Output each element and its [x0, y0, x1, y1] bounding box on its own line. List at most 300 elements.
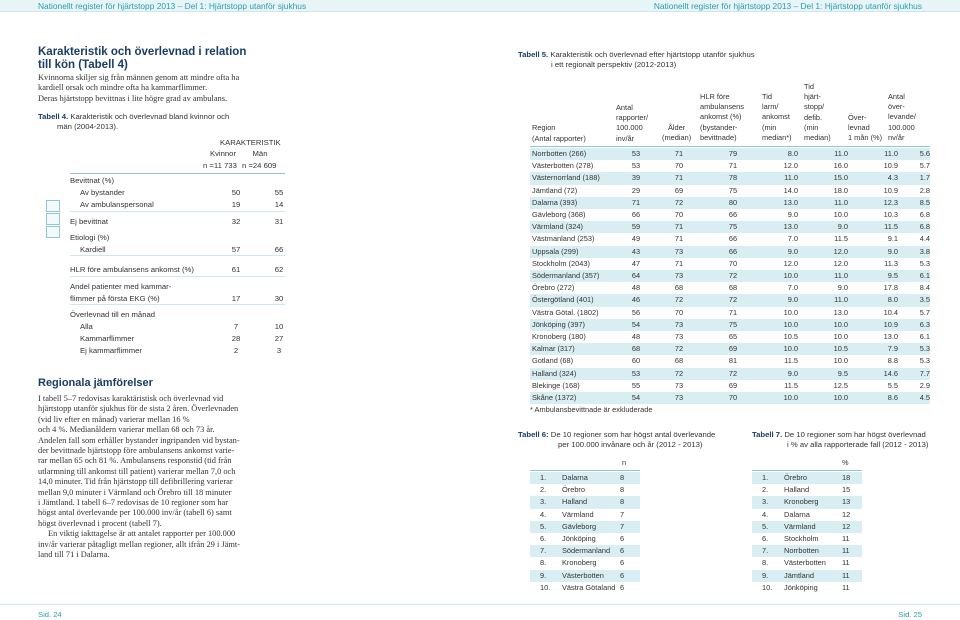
table5-cell-overlevnad: 14.6 — [883, 368, 898, 378]
table7-rank: 3. — [762, 497, 769, 507]
table5-row — [530, 246, 930, 258]
regional-text-line: högst antal överlevande per 100.000 inv/år (tabell 6) samt — [38, 508, 232, 518]
table5-cell-region: Blekinge (168) — [532, 380, 580, 390]
table5-cell-alder: 68 — [674, 356, 684, 366]
table5-cell-antal-rapporter: 48 — [631, 332, 641, 341]
table4-row-label: Etiologi (%) — [70, 233, 110, 242]
table5-cell-antal-rapporter: 60 — [631, 356, 641, 366]
table5-cell-alder: 70 — [674, 210, 684, 219]
table5-cell-antal-overlevande: 8.4 — [919, 283, 930, 293]
table5-cell-antal-overlevande: 2.9 — [919, 380, 930, 390]
table7-region: Stockholm — [784, 534, 819, 543]
table5-row — [530, 294, 930, 306]
heart-monitor-icon — [46, 200, 60, 212]
table5-row — [530, 307, 930, 319]
table7-value: 15 — [842, 485, 851, 495]
table4-row-label: Andel patienter med kammar- — [70, 282, 172, 291]
table5-cell-region: Östergötland (401) — [532, 295, 594, 305]
table4-women-value: 50 — [231, 188, 241, 197]
table4-women-value: 19 — [231, 200, 241, 209]
t5-head-antal: Antal rapporter/ 100.000 inv/år — [616, 103, 649, 143]
table5-cell-tid-larm: 9.0 — [787, 295, 798, 305]
table7-rank: 7. — [762, 546, 769, 556]
table5-cell-region: Skåne (1372) — [532, 393, 577, 402]
table7-row — [752, 545, 862, 557]
table5-cell-alder: 69 — [674, 185, 684, 195]
table5-cell-tid-larm: 10.0 — [783, 393, 798, 402]
table5-cell-hlr: 78 — [728, 173, 738, 183]
table5-cell-alder: 71 — [674, 258, 684, 268]
table4-row-label: Bevittnat (%) — [70, 176, 115, 185]
table6-value: 8 — [620, 497, 625, 507]
table4-men-value: 55 — [274, 188, 284, 197]
table4-men-value: 31 — [274, 217, 284, 226]
table6-region: Dalarna — [562, 473, 588, 482]
table7-value: 11 — [842, 546, 850, 556]
table5-cell-region: Jönköping (397) — [532, 319, 586, 329]
table5-cell-overlevnad: 11.0 — [884, 149, 898, 158]
table5-cell-tid-larm: 11.5 — [784, 356, 798, 366]
table4-row-label: Av bystander — [80, 188, 125, 197]
table5-cell-tid-larm: 11.5 — [784, 380, 798, 390]
table6-value: 6 — [620, 570, 625, 580]
table5-cell-tid-defib: 10.0 — [833, 393, 848, 402]
table5-cell-alder: 70 — [674, 307, 684, 317]
table4-women-value: 17 — [231, 294, 241, 303]
regional-text-line: och 4 %. Medianåldern varierar mellan 68 och 73 år. — [38, 425, 215, 435]
table5-footnote: * Ambulansbevittnade är exkluderade — [530, 405, 653, 414]
table5-cell-antal-rapporter: 49 — [631, 234, 641, 244]
table6-region: Gävleborg — [562, 521, 597, 531]
regional-text-line: En viktig iakttagelse är att antalet rapporter per 100.000 — [48, 529, 236, 539]
table7-col-pct: % — [842, 458, 849, 467]
table4-men-value: 30 — [274, 294, 284, 303]
table5-cell-region: Södermanland (357) — [532, 271, 600, 280]
regional-text-line: land till 71 i Dalarna. — [38, 550, 110, 560]
table5-cell-overlevnad: 8.6 — [887, 393, 898, 402]
table6-rank: 8. — [540, 558, 547, 568]
table4-divider — [70, 276, 285, 277]
table5-cell-region: Gotland (68) — [532, 356, 574, 366]
table5-row — [530, 221, 930, 233]
table4-divider — [70, 211, 285, 212]
table5-row — [530, 392, 930, 404]
table7-row — [752, 472, 862, 484]
table4-divider — [70, 255, 285, 256]
table5-row — [530, 331, 930, 343]
table5-cell-overlevnad: 11.5 — [884, 222, 898, 232]
table4-row — [70, 264, 370, 276]
table5-row — [530, 258, 930, 270]
table7-rank: 1. — [762, 473, 769, 482]
table7-rank: 2. — [762, 485, 769, 495]
table7-value: 13 — [842, 497, 851, 507]
intro-line: Deras hjärtstopp bevittnas i lite högre grad av ambulans. — [38, 93, 228, 103]
table6-value: 6 — [620, 582, 625, 592]
page-header-right: Nationellt register för hjärtstopp 2013 – Del 1: Hjärtstopp utanför sjukhus — [480, 0, 960, 12]
table4-men-value: 3 — [276, 346, 282, 355]
table5-cell-region: Uppsala (299) — [532, 246, 579, 256]
table5-cell-alder: 71 — [674, 173, 684, 183]
table5-cell-overlevnad: 9.0 — [887, 246, 898, 256]
table4-row — [70, 345, 370, 357]
regional-text-line: der bevittnade hjärtstopp före ambulansens ankomst varie- — [38, 446, 235, 456]
regional-text-line: mellan 9,0 minuter i Värmland och Örebro till 18 minuter — [38, 487, 232, 497]
regional-text-line: (vid liv efter en månad) varierar mellan 16 % — [38, 414, 190, 424]
table4-row — [70, 216, 370, 228]
table4-row — [70, 199, 370, 211]
table5-cell-region: Dalarna (393) — [532, 197, 578, 207]
intro-text — [38, 73, 278, 104]
table6-row — [530, 545, 640, 557]
table6-rank: 4. — [540, 509, 547, 519]
table5-row — [530, 185, 930, 197]
table5-cell-tid-larm: 9.0 — [787, 210, 798, 219]
table4-col-women: Kvinnor — [209, 149, 237, 158]
table7-row — [752, 496, 862, 508]
heartbeat-icon — [46, 226, 60, 238]
table7-value: 11 — [842, 534, 850, 543]
table7-region: Jönköping — [784, 582, 818, 592]
table4-row-label: Ej bevittnat — [70, 217, 109, 226]
intro-line: Kvinnorna skiljer sig från männen genom att mindre ofta ha — [38, 73, 240, 82]
table5-cell-antal-rapporter: 47 — [631, 258, 641, 268]
table5-cell-antal-overlevande: 5.3 — [919, 356, 930, 366]
table4-row — [70, 187, 370, 199]
table4-women-value: 32 — [231, 217, 241, 226]
table7-row — [752, 533, 862, 545]
table5-cell-tid-defib: 11.0 — [834, 149, 848, 158]
table4-row-label: Alla — [80, 322, 93, 331]
table6-rank: 7. — [540, 546, 547, 556]
table5-cell-antal-overlevande: 6.1 — [919, 271, 930, 280]
table7-rank: 9. — [762, 570, 769, 580]
table6-region: Örebro — [562, 485, 586, 495]
table4-row-label: Kardiell — [80, 245, 106, 254]
table5-cell-hlr: 70 — [728, 258, 738, 268]
table6-value: 8 — [620, 485, 625, 495]
table4-divider — [70, 304, 285, 305]
table4-women-value: 28 — [231, 334, 241, 343]
table5-cell-antal-overlevande: 6.3 — [919, 319, 930, 329]
table5-caption: Tabell 5. Karakteristik och överlevnad efter hjärtstopp utanför sjukhus i ett regionalt perspektiv (2012-2013) — [518, 50, 755, 69]
table5-cell-tid-larm: 10.0 — [783, 319, 798, 329]
table4-head: KARAKTERISTIK — [220, 138, 281, 147]
regional-text-line: hjärtstopp utanför sjukhus för de sista 2 åren. Överlevnaden — [38, 404, 239, 414]
table5-cell-hlr: 79 — [728, 149, 738, 158]
table6-rank: 9. — [540, 570, 547, 580]
t5-head-region2: (Antal rapporter) — [532, 134, 586, 143]
table4-row — [70, 309, 370, 321]
table7-region: Halland — [784, 485, 810, 495]
table7-value: 11 — [842, 570, 850, 580]
table5-cell-tid-larm: 10.0 — [783, 344, 798, 354]
table5-cell-tid-defib: 9.0 — [837, 283, 848, 293]
table4-men-value: 66 — [274, 245, 284, 254]
table5-cell-alder: 70 — [674, 161, 684, 171]
table6-rank: 3. — [540, 497, 547, 507]
table5-cell-hlr: 66 — [728, 246, 738, 256]
table7-region: Jämtland — [784, 570, 814, 580]
table5-cell-antal-rapporter: 71 — [631, 197, 641, 207]
table5-cell-antal-rapporter: 66 — [631, 210, 641, 219]
table5-cell-region: Värmland (324) — [532, 222, 583, 232]
table5-cell-antal-overlevande: 2.8 — [919, 185, 930, 195]
table6-value: 6 — [620, 534, 625, 543]
table5-cell-overlevnad: 11.3 — [884, 258, 898, 268]
table4-n-women: n =11 733 — [203, 161, 237, 170]
table5-cell-tid-larm: 12.0 — [783, 258, 798, 268]
table5-cell-hlr: 72 — [728, 368, 738, 378]
regional-text-line: i Jämtland. I tabell 6–7 redovisas de 10 regioner som har — [38, 498, 229, 508]
table7-region: Kronoberg — [784, 497, 819, 507]
table5-cell-hlr: 72 — [728, 271, 738, 280]
table7-row — [752, 557, 862, 569]
table5-cell-tid-defib: 11.0 — [834, 197, 848, 207]
table7-region: Örebro — [784, 473, 808, 482]
table5-cell-region: Jämtland (72) — [532, 185, 578, 195]
table6-row — [530, 570, 640, 582]
table5-cell-antal-overlevande: 8.5 — [919, 197, 930, 207]
table7-rank: 5. — [762, 521, 769, 531]
table5-cell-hlr: 66 — [728, 234, 738, 244]
table5-cell-hlr: 75 — [728, 222, 738, 232]
table4-col-men: Män — [252, 149, 268, 158]
table5-cell-antal-rapporter: 56 — [631, 307, 641, 317]
table5-cell-antal-overlevande: 5.3 — [919, 344, 930, 354]
table5-cell-overlevnad: 10.9 — [883, 185, 898, 195]
table7-region: Norrbotten — [784, 546, 819, 556]
table5-cell-overlevnad: 10.4 — [883, 307, 898, 317]
table5-cell-overlevnad: 13.0 — [883, 332, 898, 341]
table4-row-label: HLR före ambulansens ankomst (%) — [70, 265, 194, 274]
table5-cell-alder: 72 — [674, 368, 684, 378]
regional-text-line: utlarmning till ankomst till patient) varierar mellan 7,0 och — [38, 466, 236, 476]
table5-cell-region: Halland (324) — [532, 368, 577, 378]
table5-cell-antal-rapporter: 54 — [631, 393, 641, 402]
table5-row — [530, 160, 930, 172]
table5-cell-tid-larm: 13.0 — [783, 197, 798, 207]
table5-cell-tid-defib: 18.0 — [833, 185, 848, 195]
table5-cell-hlr: 69 — [728, 380, 738, 390]
table5-cell-alder: 72 — [674, 197, 684, 207]
table7-value: 12 — [842, 521, 851, 531]
table5-row — [530, 209, 930, 221]
table5-row — [530, 380, 930, 392]
table7-row — [752, 582, 862, 594]
table7-region: Västerbotten — [784, 558, 826, 568]
regional-text-line: Andelen fall som erhåller bystander ingripanden vid bystan- — [38, 435, 240, 445]
table6-row — [530, 496, 640, 508]
table5-cell-overlevnad: 8.8 — [887, 356, 898, 366]
t5-head-region: Region — [532, 123, 556, 132]
table6-value: 7 — [620, 509, 625, 519]
table6-caption: Tabell 6: De 10 regioner som har högst antal överlevande per 100.000 invånare och år (2012 - 2013) — [518, 430, 716, 449]
table5-row — [530, 355, 930, 367]
table5-cell-region: Västra Götal. (1802) — [532, 307, 599, 317]
t5-head-hlr: HLR före ambulansens ankomst (%) (bystander- bevittnade) — [700, 92, 744, 142]
table4-row-label: flimmer på första EKG (%) — [70, 294, 160, 303]
table5-cell-alder: 73 — [674, 246, 684, 256]
table5-cell-tid-defib: 10.0 — [833, 356, 848, 366]
table5-cell-tid-larm: 9.0 — [787, 368, 798, 378]
table5-cell-antal-overlevande: 3.5 — [919, 295, 930, 305]
table5-cell-antal-overlevande: 5.7 — [919, 307, 930, 317]
table5-cell-overlevnad: 9.1 — [887, 234, 898, 244]
table5-cell-tid-defib: 11.5 — [834, 234, 848, 244]
table5-row — [530, 319, 930, 331]
table5-cell-antal-rapporter: 55 — [631, 380, 641, 390]
table5-cell-tid-defib: 11.0 — [834, 271, 848, 280]
table5-cell-antal-overlevande: 7.7 — [919, 368, 930, 378]
section-title-gender: Karakteristik och överlevnad i relation till kön (Tabell 4) — [38, 46, 247, 71]
table5-row — [530, 270, 930, 282]
regional-text-line: högst överlevnad i procent (tabell 7). — [38, 518, 162, 528]
table5-cell-tid-defib: 12.0 — [833, 258, 848, 268]
t5-head-alder: Ålder (median) — [662, 123, 692, 143]
table5-cell-tid-defib: 12.5 — [833, 380, 848, 390]
table5-cell-alder: 71 — [674, 234, 684, 244]
table4-row-label: Kammarflimmer — [80, 334, 135, 343]
table5-cell-antal-overlevande: 6.1 — [919, 332, 930, 341]
table5-cell-region: Västmanland (253) — [532, 234, 595, 244]
table5-cell-region: Gävleborg (368) — [532, 210, 586, 219]
table5-cell-alder: 73 — [674, 332, 684, 341]
table5-cell-alder: 68 — [674, 283, 684, 293]
table5-cell-antal-overlevande: 6.8 — [919, 210, 930, 219]
table4-row-label: Överlevnad till en månad — [70, 310, 156, 319]
table5-cell-hlr: 72 — [728, 295, 738, 305]
table5-cell-overlevnad: 10.3 — [883, 210, 898, 219]
table5-cell-overlevnad: 12.3 — [883, 197, 898, 207]
table4-row-label: Ej kammarflimmer — [80, 346, 142, 355]
table5-cell-tid-larm: 10.5 — [783, 332, 798, 341]
table6-row — [530, 521, 640, 533]
table5-cell-alder: 72 — [674, 344, 684, 354]
table5-cell-tid-larm: 7.0 — [787, 234, 798, 244]
table5-cell-antal-overlevande: 1.7 — [919, 173, 930, 183]
table5-cell-hlr: 70 — [728, 393, 738, 402]
page-header-left: Nationellt register för hjärtstopp 2013 – Del 1: Hjärtstopp utanför sjukhus — [0, 0, 480, 12]
table5-cell-hlr: 69 — [728, 344, 738, 354]
t5-head-antal2: Antal över- levande/ 100.000 nv/år — [888, 92, 916, 142]
table5-cell-antal-overlevande: 4.4 — [919, 234, 930, 244]
table6-row — [530, 484, 640, 496]
intro-line: kardiell orsak och mindre ofta ha kammarflimmer. — [38, 83, 208, 93]
table4-row — [70, 333, 370, 345]
table5-cell-tid-larm: 12.0 — [783, 161, 798, 171]
table7-rank: 8. — [762, 558, 769, 568]
table5-cell-region: Västerbotten (278) — [532, 161, 594, 171]
table5-cell-overlevnad: 4.3 — [887, 173, 898, 183]
table5-cell-antal-overlevande: 5.6 — [919, 149, 930, 158]
table5-cell-region: Kalmar (317) — [532, 344, 575, 354]
table5-cell-antal-overlevande: 4.5 — [919, 393, 930, 402]
table5-row — [530, 233, 930, 245]
table6-region: Kronoberg — [562, 558, 597, 568]
table6-row — [530, 509, 640, 521]
table5-cell-antal-rapporter: 54 — [631, 319, 641, 329]
table5-row — [530, 343, 930, 355]
table7-value: 12 — [842, 509, 851, 519]
table4-row — [70, 232, 370, 244]
table7-region: Dalarna — [784, 509, 810, 519]
t5-head-tid1: Tid larm/ ankomst (min median*) — [762, 92, 792, 142]
table5-cell-overlevnad: 7.9 — [887, 344, 898, 354]
table5-row — [530, 172, 930, 184]
table5-cell-overlevnad: 9.5 — [887, 271, 898, 280]
table7-row — [752, 521, 862, 533]
table4-men-value: 62 — [274, 265, 284, 274]
table5-cell-antal-rapporter: 53 — [631, 149, 641, 158]
table4-men-value: 10 — [274, 322, 284, 331]
table5-cell-tid-larm: 14.0 — [783, 185, 798, 195]
table4-row — [70, 175, 370, 187]
table5-cell-region: Örebro (272) — [532, 283, 575, 293]
table5-cell-hlr: 80 — [728, 197, 738, 207]
table5-cell-tid-defib: 16.0 — [833, 161, 848, 171]
table6-region: Värmland — [562, 509, 594, 519]
table5-cell-alder: 71 — [674, 222, 684, 232]
table7-region: Värmland — [784, 521, 816, 531]
table6-rank: 6. — [540, 534, 547, 543]
table5-cell-region: Kronoberg (180) — [532, 332, 586, 341]
regional-text-line: 14,0 minuter. Tid från hjärtstopp till defibrillering varierar — [38, 477, 233, 487]
table5-cell-antal-rapporter: 64 — [631, 271, 641, 280]
table5-cell-overlevnad: 5.5 — [887, 380, 898, 390]
table7-caption: Tabell 7. De 10 regioner som har högst överlevnad i % av alla rapporterade fall (2012 - 2013) — [752, 430, 929, 449]
table4-men-value: 14 — [274, 200, 284, 209]
table5-cell-hlr: 75 — [728, 185, 738, 195]
table5-cell-antal-rapporter: 48 — [631, 283, 641, 293]
table5-row — [530, 148, 930, 160]
table4-caption: Tabell 4. Karakteristik och överlevnad bland kvinnor och män (2004-2013). — [38, 112, 230, 131]
table4-row — [70, 321, 370, 333]
table6-region: Södermanland — [562, 546, 611, 556]
table5-cell-tid-larm: 10.0 — [783, 271, 798, 280]
table5-cell-antal-rapporter: 53 — [631, 368, 641, 378]
regional-text-line: inv/år varierar påtagligt mellan regioner, allt ifrån 29 i Jämt- — [38, 539, 240, 549]
table5-cell-hlr: 65 — [728, 332, 738, 341]
table4-row — [70, 281, 370, 293]
table6-rank: 5. — [540, 521, 547, 531]
table5-cell-overlevnad: 8.0 — [887, 295, 898, 305]
table6-value: 6 — [620, 546, 625, 556]
table5-cell-tid-larm: 11.0 — [784, 173, 798, 183]
table5-cell-antal-overlevande: 5.3 — [919, 258, 930, 268]
table7-row — [752, 570, 862, 582]
regional-text — [38, 394, 278, 561]
table5-cell-tid-defib: 11.0 — [834, 295, 848, 305]
table5-cell-overlevnad: 10.9 — [883, 161, 898, 171]
table6-col-n: n — [622, 458, 627, 467]
table6-row — [530, 582, 640, 594]
table5-cell-hlr: 81 — [728, 356, 738, 366]
ecg-icon — [46, 213, 60, 225]
table5-cell-antal-overlevande: 3.8 — [919, 246, 930, 256]
table5-cell-antal-rapporter: 68 — [631, 344, 641, 354]
table6-region: Västerbotten — [562, 570, 604, 580]
table4 — [70, 137, 310, 359]
table7-rank: 10. — [762, 582, 773, 592]
table5-cell-region: Västernorrland (188) — [532, 173, 600, 183]
table6-row — [530, 533, 640, 545]
table5-cell-tid-larm: 10.0 — [783, 307, 798, 317]
table7-value: 18 — [842, 473, 851, 482]
regional-text-line: I tabell 5–7 redovisas karaktäristisk och överlevnad vid — [38, 394, 224, 403]
regional-title: Regionala jämförelser — [38, 377, 153, 389]
table5-cell-tid-defib: 9.5 — [837, 368, 848, 378]
